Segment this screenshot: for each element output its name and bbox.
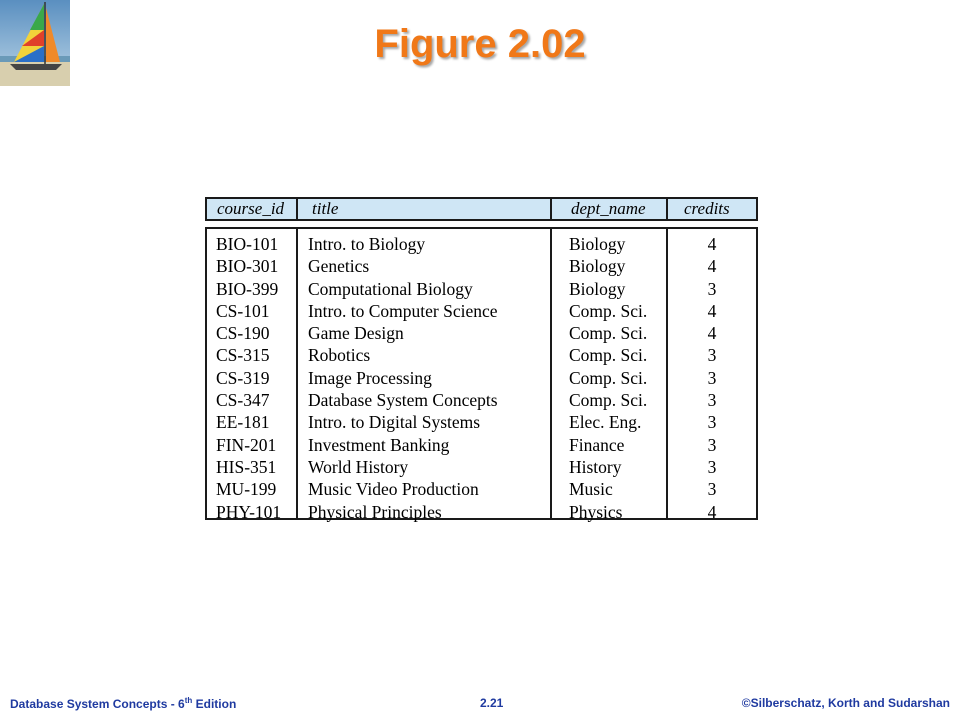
table-cell: Comp. Sci. <box>569 300 648 321</box>
footer-book-title <box>10 696 236 711</box>
column-course-id <box>216 233 281 523</box>
table-cell: 3 <box>707 479 717 500</box>
table-cell: Genetics <box>308 256 370 277</box>
table-cell: Physics <box>569 501 623 522</box>
table-cell: Finance <box>569 434 625 455</box>
table-cell: 3 <box>707 412 717 433</box>
column-title <box>308 233 498 523</box>
footer-book-title-prefix: Database System Concepts - 6 <box>10 697 185 711</box>
footer-page-number: 2.21 <box>480 696 504 710</box>
table-cell: PHY-101 <box>216 501 282 522</box>
table-cell: Music <box>569 479 613 500</box>
table-cell: Biology <box>569 234 626 254</box>
table-cell: Intro. to Computer Science <box>308 300 498 321</box>
table-cell: 3 <box>707 345 717 366</box>
table-cell: BIO-101 <box>216 234 279 254</box>
table-cell: HIS-351 <box>216 456 277 477</box>
table-cell: Comp. Sci. <box>569 345 648 366</box>
header-credits: credits <box>684 199 730 218</box>
table-cell: CS-190 <box>216 323 270 344</box>
footer-copyright: ©Silberschatz, Korth and Sudarshan <box>741 696 950 710</box>
table-cell: 3 <box>707 367 717 388</box>
header-course-id: course_id <box>217 199 285 218</box>
header-dept-name: dept_name <box>571 199 646 218</box>
table-cell: History <box>569 456 622 477</box>
table-cell: MU-199 <box>216 479 277 500</box>
table-cell: 4 <box>707 256 717 277</box>
footer-book-title-sup: th <box>184 696 193 705</box>
table-cell: 4 <box>707 501 717 522</box>
table-cell: Computational Biology <box>308 278 473 299</box>
table-cell: 3 <box>707 434 717 455</box>
table-cell: CS-319 <box>216 367 270 388</box>
slide-title: Figure 2.02 <box>374 22 586 66</box>
table-cell: 4 <box>707 234 717 254</box>
table-cell: BIO-399 <box>216 278 279 299</box>
table-cell: Intro. to Biology <box>308 234 426 254</box>
table-cell: BIO-301 <box>216 256 279 277</box>
table-cell: Comp. Sci. <box>569 367 648 388</box>
table-cell: CS-101 <box>216 300 270 321</box>
table-cell: World History <box>308 456 409 477</box>
column-credits <box>666 233 758 523</box>
header-title: title <box>312 199 339 218</box>
table-cell: Elec. Eng. <box>569 412 642 433</box>
table-cell: CS-347 <box>216 390 270 411</box>
table-cell: 4 <box>707 300 717 321</box>
table-cell: Intro. to Digital Systems <box>308 412 481 433</box>
table-cell: 4 <box>707 323 717 344</box>
table-cell: Biology <box>569 278 626 299</box>
table-cell: FIN-201 <box>216 434 277 455</box>
table-cell: CS-315 <box>216 345 270 366</box>
table-cell: Biology <box>569 256 626 277</box>
slide-footer <box>0 688 960 720</box>
table-cell: Comp. Sci. <box>569 323 648 344</box>
table-cell: EE-181 <box>216 412 270 433</box>
table-cell: Physical Principles <box>308 501 442 522</box>
column-dept-name <box>569 233 647 523</box>
table-cell: 3 <box>707 390 717 411</box>
table-cell: Game Design <box>308 323 404 344</box>
table-cell: Database System Concepts <box>308 390 498 411</box>
table-cell: Investment Banking <box>308 434 450 455</box>
table-cell: 3 <box>707 456 717 477</box>
table-cell: Image Processing <box>308 367 432 388</box>
table-cell: 3 <box>707 278 717 299</box>
table-cell: Robotics <box>308 345 371 366</box>
footer-book-title-suffix: Edition <box>192 697 237 711</box>
table-cell: Music Video Production <box>308 479 479 500</box>
table-cell: Comp. Sci. <box>569 390 648 411</box>
